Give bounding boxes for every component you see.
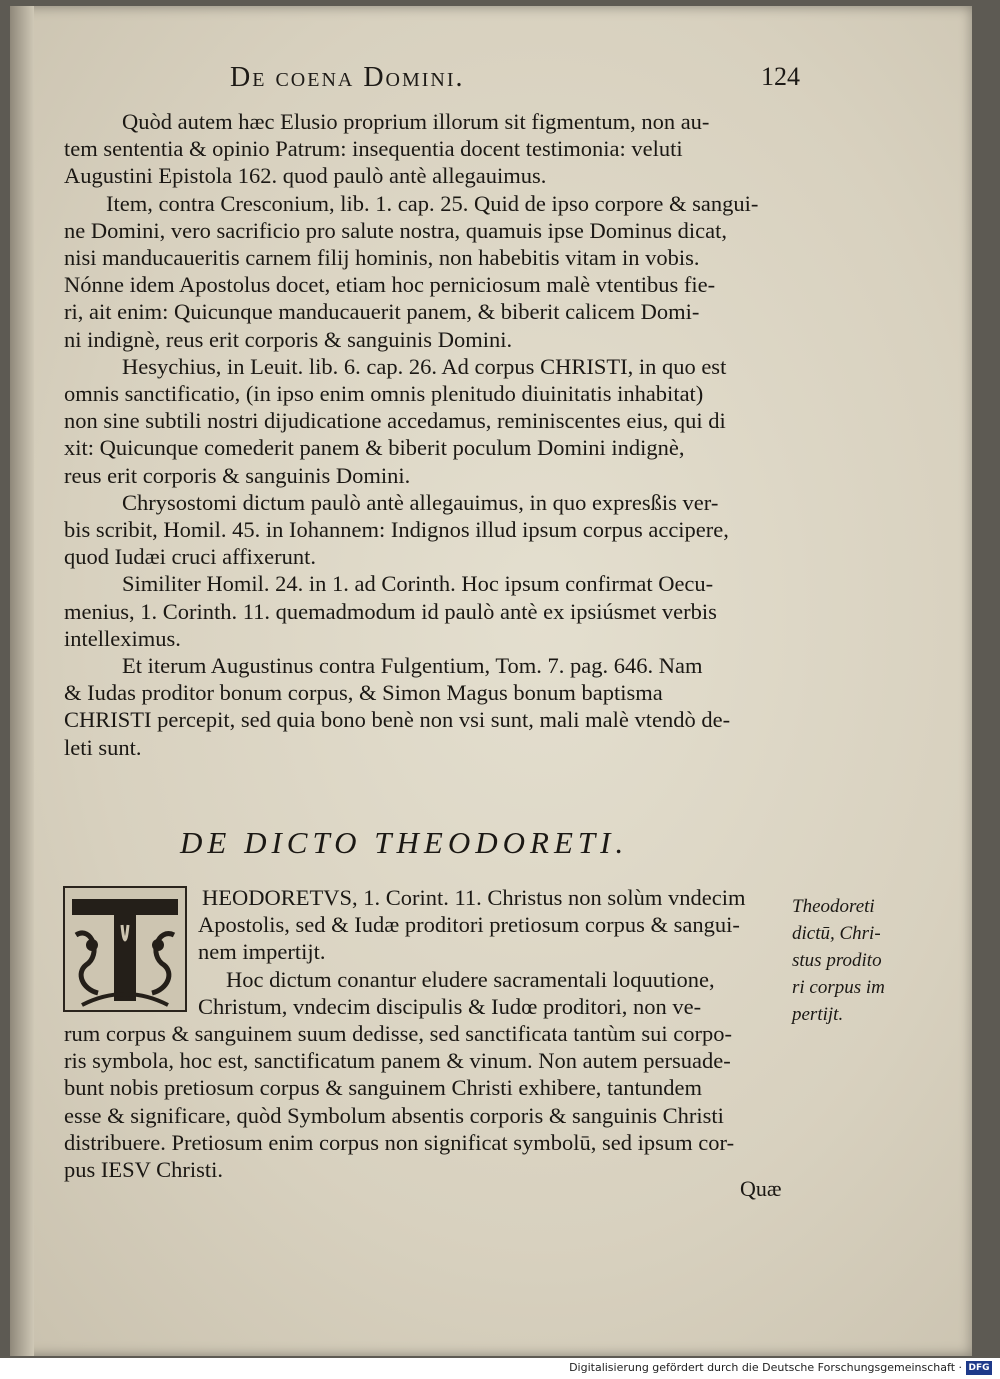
marginal-note-line: ri corpus im (792, 977, 885, 998)
text-line: Similiter Homil. 24. in 1. ad Corinth. Hoc ipsum confirmat Oecu- (122, 571, 714, 597)
page-number: 124 (761, 62, 800, 91)
text-line: ris symbola, hoc est, sanctificatum panem & vinum. Non autem persuade- (64, 1048, 731, 1074)
section-heading: DE DICTO THEODORETI. (180, 825, 629, 860)
text-line: quod Iudæi cruci affixerunt. (64, 544, 317, 570)
text-line: Item, contra Cresconium, lib. 1. cap. 25. Quid de ipso corpore & sangui- (106, 190, 759, 216)
marginal-note-line: Theodoreti (792, 896, 875, 917)
text-line: tem sententia & opinio Patrum: insequentia docent testimonia: veluti (64, 136, 683, 162)
paragraph-cresconium (64, 190, 796, 353)
text-line: ri, ait enim: Quicunque manducauerit panem, & biberit calicem Domi- (64, 299, 700, 325)
text-line: bunt nobis pretiosum corpus & sanguinem Christi exhibere, tantundem (64, 1075, 703, 1101)
paragraph-hesychius (64, 353, 796, 489)
text-line: xit: Quicunque comederit panem & biberit poculum Domini indignè, (64, 435, 685, 461)
text-line: Quòd autem hæc Elusio proprium illorum sit figmentum, non au- (122, 109, 710, 134)
text-line: pus IESV Christi. (64, 1157, 223, 1183)
page-gutter-shadow (10, 6, 34, 1356)
paragraph-elusio (64, 108, 796, 190)
text-line: bis scribit, Homil. 45. in Iohannem: Indignos illud ipsum corpus accipere, (64, 517, 729, 543)
running-head (230, 62, 800, 102)
text-line: HEODORETVS, 1. Corint. 11. Christus non solùm vndecim (202, 885, 746, 910)
text-line: nem impertijt. (198, 939, 326, 965)
text-line: nisi manducaueritis carnem filij hominis, non habebitis vitam in vobis. (64, 245, 700, 271)
text-line: CHRISTI percepit, sed quia bono benè non vsi sunt, mali malè vtendò de- (64, 707, 731, 733)
dfg-logo-icon[interactable]: DFG (966, 1361, 992, 1375)
text-line: Christum, vndecim discipulis & Iudœ proditori, non ve- (198, 993, 702, 1019)
text-line: rum corpus & sanguinem suum dedisse, sed sanctificata tantùm sui corpo- (64, 1021, 732, 1047)
paragraph-augustinus-fulgentium (64, 652, 796, 761)
text-line: Nónne idem Apostolus docet, etiam hoc perniciosum malè vtentibus fie- (64, 272, 716, 298)
marginal-note-line: dictū, Chri- (792, 923, 881, 944)
digitization-footer (0, 1358, 1000, 1379)
text-line: Hesychius, in Leuit. lib. 6. cap. 26. Ad corpus CHRISTI, in quo est (122, 353, 727, 379)
text-line: Chrysostomi dictum paulò antè allegauimus, in quo expresßis ver- (122, 489, 719, 515)
marginal-note-line: pertijt. (792, 1004, 844, 1025)
text-line: ne Domini, vero sacrificio pro salute nostra, quamuis ipse Dominus dicat, (64, 217, 727, 243)
text-line: menius, 1. Corinth. 11. quemadmodum id paulò antè ex ipsiúsmet verbis (64, 598, 717, 624)
paragraph-oecumenius (64, 570, 796, 652)
marginal-note (792, 893, 902, 1028)
text-line: intelleximus. (64, 625, 181, 651)
text-line: ni indignè, reus erit corporis & sanguinis Domini. (64, 326, 513, 352)
text-line: reus erit corporis & sanguinis Domini. (64, 462, 411, 488)
text-line: Et iterum Augustinus contra Fulgentium, Tom. 7. pag. 646. Nam (122, 653, 703, 679)
text-line: distribuere. Pretiosum enim corpus non significat symbolū, sed ipsum cor- (64, 1129, 735, 1155)
text-line: leti sunt. (64, 734, 142, 760)
text-line: Augustini Epistola 162. quod paulò antè allegauimus. (64, 163, 547, 189)
text-line: Hoc dictum conantur eludere sacramentali loquutione, (226, 966, 715, 992)
text-line: non sine subtili nostri dijudicatione accedamus, reminiscentes eius, qui di (64, 408, 726, 434)
running-head-title: De coena Domini. (230, 62, 465, 93)
text-line: & Iudas proditor bonum corpus, & Simon Magus bonum baptisma (64, 680, 663, 706)
catchword: Quæ (740, 1176, 782, 1201)
footer-credit: Digitalisierung gefördert durch die Deutsche Forschungsgemeinschaft · (569, 1361, 962, 1374)
marginal-note-line: stus prodito (792, 950, 882, 971)
text-line: esse & significare, quòd Symbolum absentis corporis & sanguinis Christi (64, 1102, 724, 1128)
text-line: Apostolis, sed & Iudæ proditori pretiosum corpus & sangui- (198, 912, 740, 938)
section-text-block (64, 884, 794, 1183)
paragraph-chrysostomus (64, 489, 796, 571)
text-line: omnis sanctificatio, (in ipso enim omnis plenitudo diuinitatis inhabitat) (64, 381, 704, 407)
main-text-block (64, 108, 796, 761)
